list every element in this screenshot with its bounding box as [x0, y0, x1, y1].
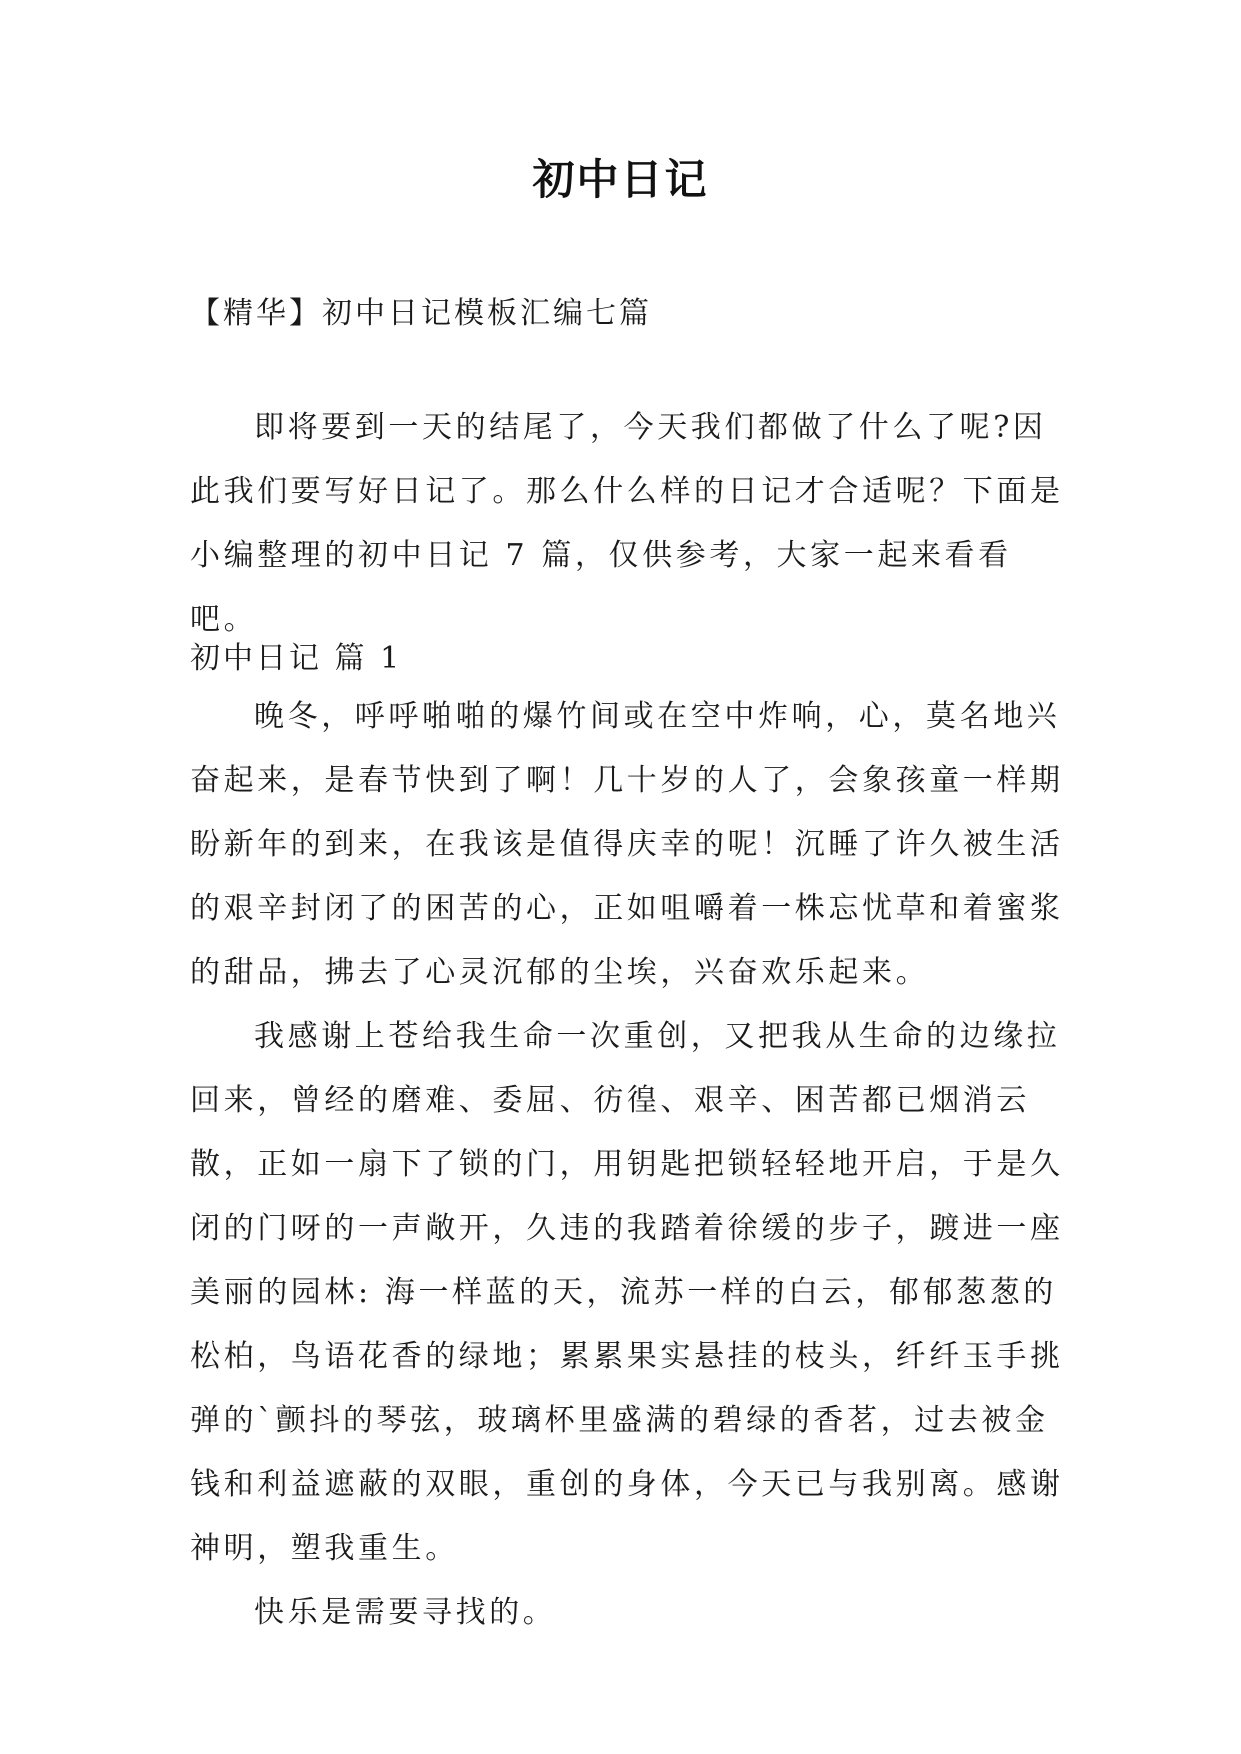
intro-paragraph: 即将要到一天的结尾了，今天我们都做了什么了呢?因此我们要写好日记了。那么什么样的日记才合适呢？下面是小编整理的初中日记 7 篇，仅供参考，大家一起来看看吧。 [190, 410, 1064, 637]
body-paragraph: 我感谢上苍给我生命一次重创，又把我从生命的边缘拉回来，曾经的磨难、委屈、彷徨、艰辛、困苦都已烟消云散，正如一扇下了锁的门，用钥匙把锁轻轻地开启，于是久闭的门呀的一声敞开，久违的我踏着徐缓的步子，踱进一座美丽的园林: 海一样蓝的天，流苏一样的白云，郁郁葱葱的松柏，鸟语花香的绿地；累累果实悬挂的枝头，纤纤玉手挑弹的`颤抖的琴弦，玻璃杯里盛满的碧绿的香茗，过去被金钱和利益遮蔽的双眼，重创的身体，今天已与我别离。感谢神明，塑我重生。 [190, 1019, 1064, 1566]
body-paragraph: 晚冬，呼呼啪啪的爆竹间或在空中炸响，心，莫名地兴奋起来，是春节快到了啊！几十岁的人了，会象孩童一样期盼新年的到来，在我该是值得庆幸的呢！沉睡了许久被生活的艰辛封闭了的困苦的心，正如咀嚼着一株忘忧草和着蜜浆的甜品，拂去了心灵沉郁的尘埃，兴奋欢乐起来。 [190, 699, 1064, 990]
document-title: 初中日记 [532, 155, 709, 204]
intro-block [190, 396, 1070, 652]
document-subtitle: 【精华】初中日记模板汇编七篇 [190, 296, 652, 331]
section-heading: 初中日记 篇 1 [190, 641, 403, 676]
body-paragraph: 快乐是需要寻找的。 [254, 1595, 557, 1630]
section-body [190, 685, 1070, 1645]
